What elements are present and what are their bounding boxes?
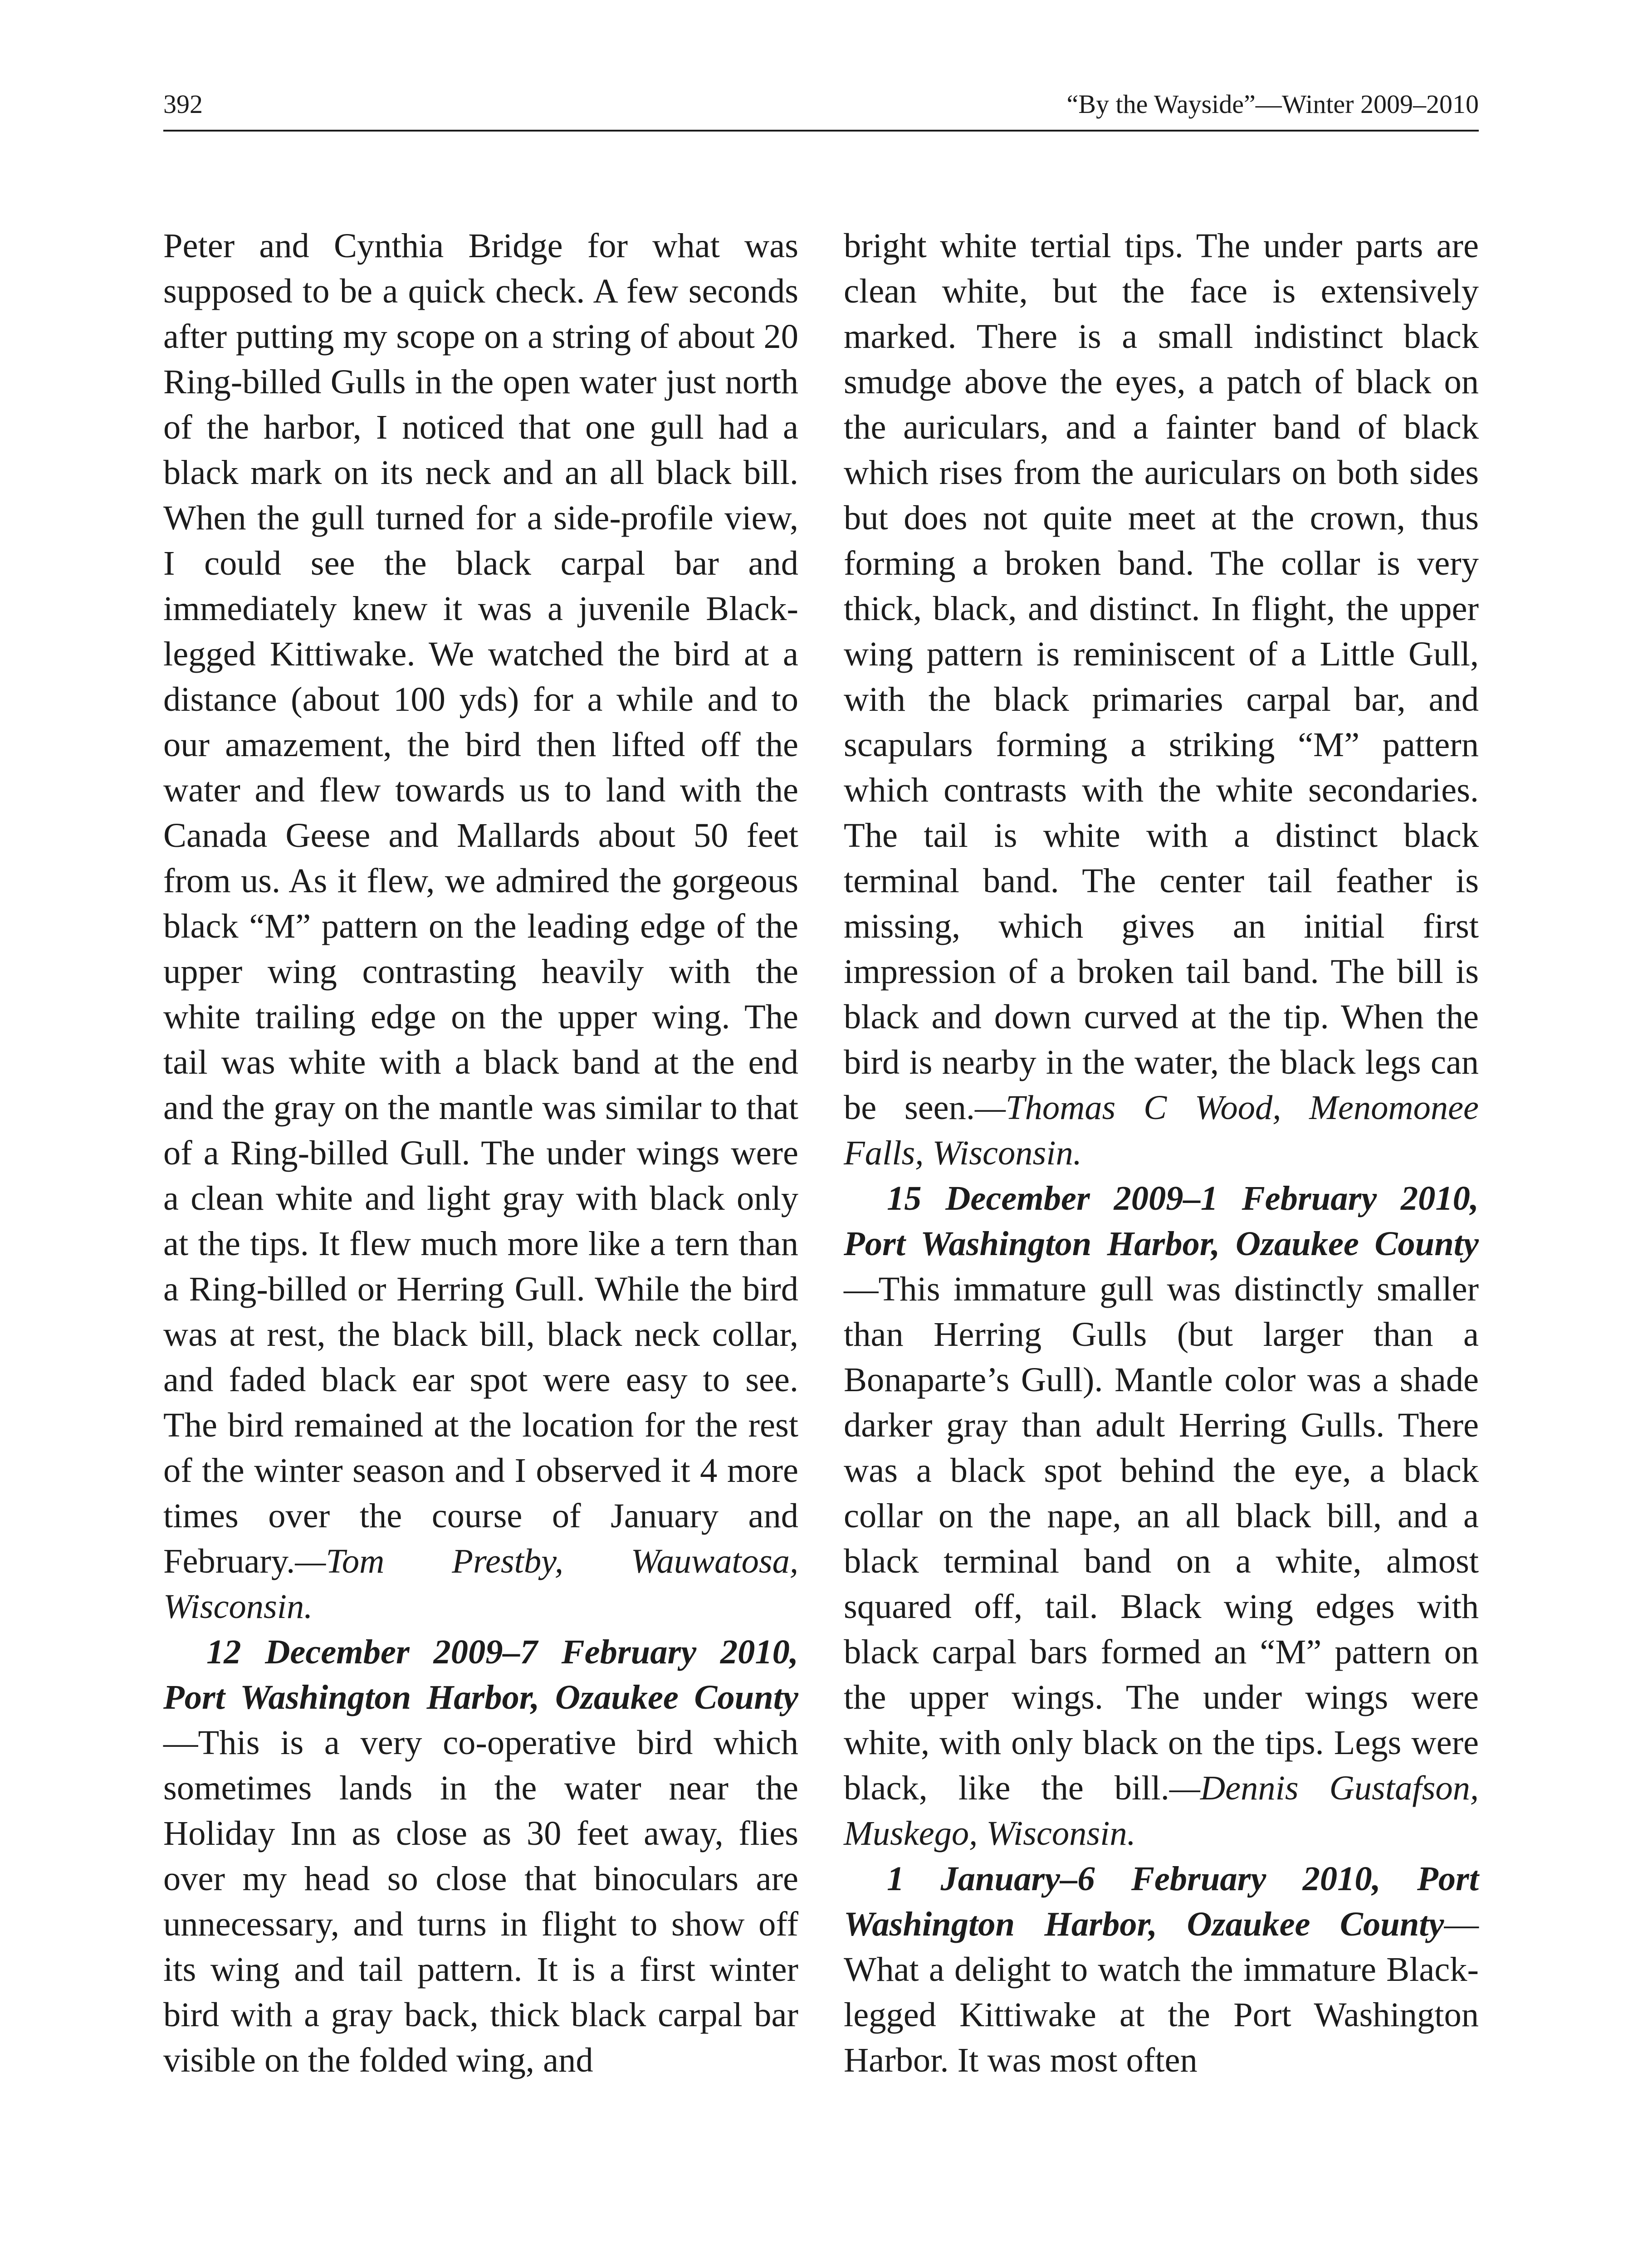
running-head bbox=[163, 86, 1479, 122]
right-paragraph-3-text: — What a delight to watch the immature Black-legged Kittiwake at the Port Washington Harbor. It was most often bbox=[844, 1905, 1479, 2079]
left-paragraph-1-signature: —Tom Prestby, Wauwatosa, Wisconsin. bbox=[163, 1542, 798, 1626]
running-title: “By the Wayside”—Winter 2009–2010 bbox=[1066, 89, 1479, 119]
page-number: 392 bbox=[163, 89, 203, 119]
left-paragraph-2-text: —This is a very co-operative bird which sometimes lands in the water near the Holiday Inn as close as 30 feet away, flies over my head so close that binoculars are unnecessary, and turns in flight to show off its wing and tail pattern. It is a first winter bird with a gray back, thick black carpal bar visible on the folded wing, and bbox=[163, 1723, 798, 2079]
header-rule bbox=[163, 130, 1479, 132]
left-paragraph-2-heading: 12 December 2009–7 February 2010, Port Washington Harbor, Ozaukee County bbox=[163, 1633, 798, 1716]
left-paragraph-1 bbox=[163, 223, 798, 1629]
right-paragraph-2-signature: —Dennis Gustafson, Muskego, Wisconsin. bbox=[844, 1769, 1479, 1853]
right-paragraph-1 bbox=[844, 223, 1479, 1176]
left-column bbox=[163, 223, 798, 2083]
right-paragraph-2-text: —This immature gull was distinctly smaller than Herring Gulls (but larger than a Bonaparte’s Gull). Mantle color was a shade darker gray than adult Herring Gulls. There was a black spot behind the eye, a black collar on the nape, an all black bill, and a black terminal band on a white, almost squared off, tail. Black wing edges with black carpal bars formed an “M” pattern on the upper wings. The under wings were white, with only black on the tips. Legs were black, like the bill. bbox=[844, 1270, 1479, 1807]
left-paragraph-1-text: Peter and Cynthia Bridge for what was supposed to be a quick check. A few seconds after putting my scope on a string of about 20 Ring-billed Gulls in the open water just north of the harbor, I noticed that one gull had a black mark on its neck and an all black bill. When the gull turned for a side-profile view, I could see the black carpal bar and immediately knew it was a juvenile Black-legged Kittiwake. We watched the bird at a distance (about 100 yds) for a while and to our amazement, the bird then lifted off the water and flew towards us to land with the Canada Geese and Mallards about 50 feet from us. As it flew, we admired the gorgeous black “M” pattern on the leading edge of the upper wing contrasting heavily with the white trailing edge on the upper wing. The tail was white with a black band at the end and the gray on the mantle was similar to that of a Ring-billed Gull. The under wings were a clean white and light gray with black only at the tips. It flew much more like a tern than a Ring-billed or Herring Gull. While the bird was at rest, the black bill, black neck collar, and faded black ear spot were easy to see. The bird remained at the location for the rest of the winter season and I observed it 4 more times over the course of January and February. bbox=[163, 226, 798, 1580]
right-paragraph-1-signature: —Thomas C Wood, Menomonee Falls, Wisconsin. bbox=[844, 1088, 1479, 1172]
left-paragraph-2 bbox=[163, 1629, 798, 2083]
right-paragraph-3-heading: 1 January–6 February 2010, Port Washington Harbor, Ozaukee County bbox=[844, 1859, 1479, 1943]
right-paragraph-1-text: bright white tertial tips. The under parts are clean white, but the face is extensively marked. There is a small indistinct black smudge above the eyes, a patch of black on the auriculars, and a fainter band of black which rises from the auriculars on both sides but does not quite meet at the crown, thus forming a broken band. The collar is very thick, black, and distinct. In flight, the upper wing pattern is reminiscent of a Little Gull, with the black primaries carpal bar, and scapulars forming a striking “M” pattern which contrasts with the white secondaries. The tail is white with a distinct black terminal band. The center tail feather is missing, which gives an initial first impression of a broken tail band. The bill is black and down curved at the tip. When the bird is nearby in the water, the black legs can be seen. bbox=[844, 226, 1479, 1127]
right-paragraph-2 bbox=[844, 1176, 1479, 1856]
right-paragraph-3 bbox=[844, 1856, 1479, 2083]
right-column bbox=[844, 223, 1479, 2083]
right-paragraph-2-heading: 15 December 2009–1 February 2010, Port Washington Harbor, Ozaukee County bbox=[844, 1179, 1479, 1263]
